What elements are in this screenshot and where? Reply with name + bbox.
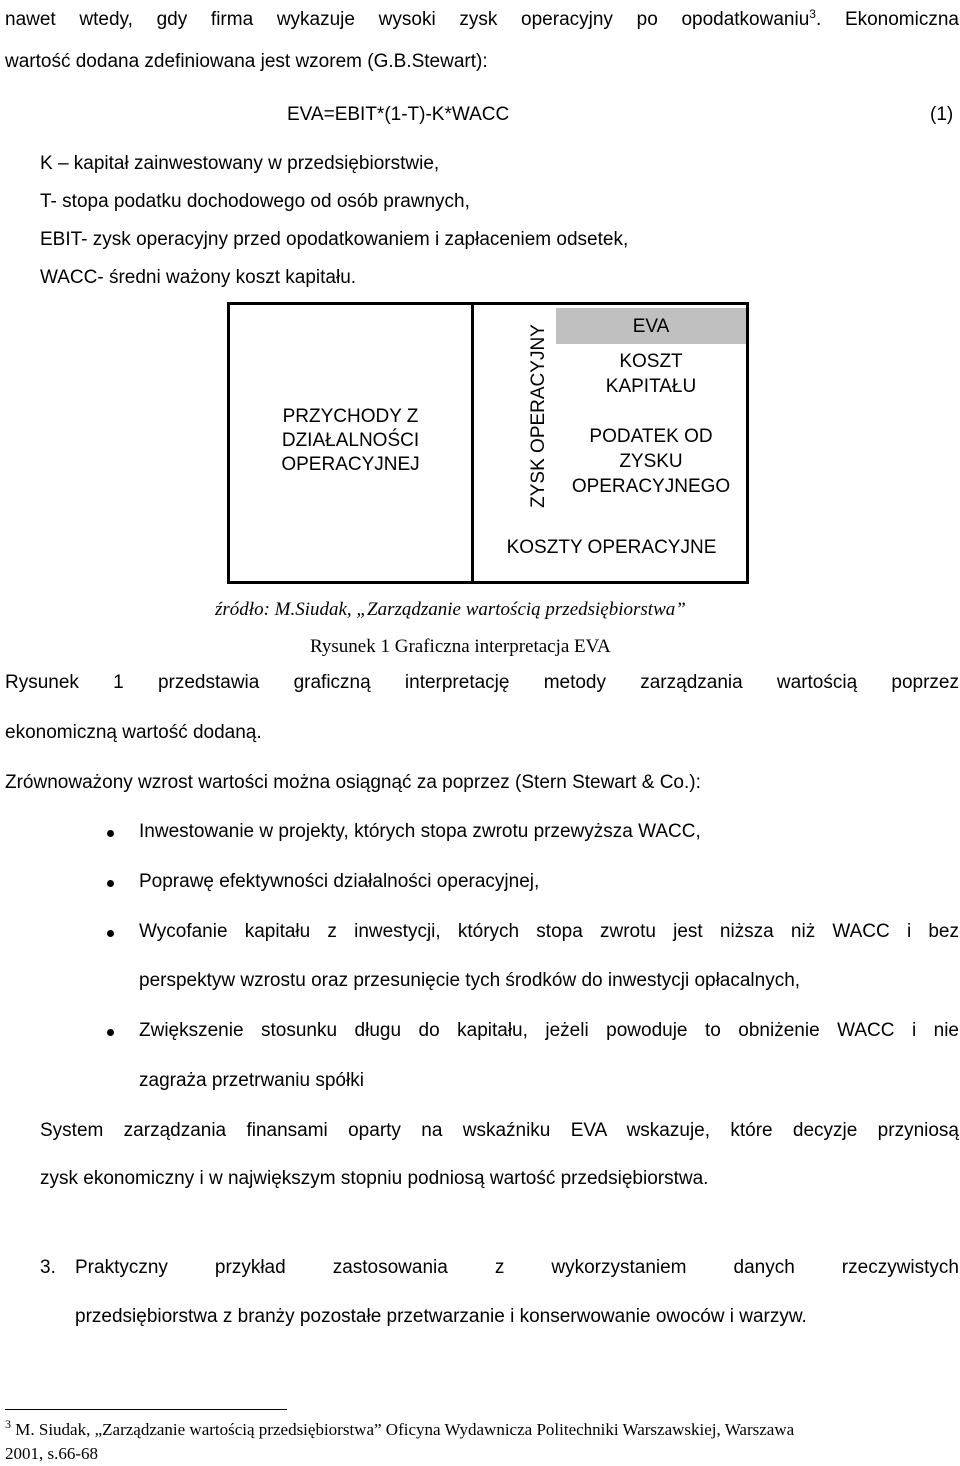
paragraph-3-line-2: zysk ekonomiczny i w największym stopniu podniosą wartość przedsiębiorstwa. [40,1168,709,1189]
bullet-icon [107,830,114,837]
bullet-3-line-1: Wycofanie kapitału z inwestycji, których stopa zwrotu jest niższa niż WACC i bez [139,921,959,942]
bullet-4-line-2: zagraża przetrwaniu spółki [139,1070,364,1091]
eva-diagram [227,302,749,584]
bullet-1: Inwestowanie w projekty, których stopa zwrotu przewyższa WACC, [139,821,701,842]
paragraph-1-line-2: ekonomiczną wartość dodaną. [5,722,262,743]
bullet-2: Poprawę efektywności działalności operacyjnej, [139,871,540,892]
footnote-ref: 3 [809,7,816,21]
formula: EVA=EBIT*(1-T)-K*WACC [287,104,510,125]
bullet-icon [107,1029,114,1036]
definition-wacc: WACC- średni ważony koszt kapitału. [40,267,357,288]
definition-k: K – kapitał zainwestowany w przedsiębiorstwie, [40,153,440,174]
section-heading-line-2: przedsiębiorstwa z branży pozostałe przetwarzanie i konserwowanie owoców i warzyw. [75,1306,807,1327]
paragraph-2: Zrównoważony wzrost wartości można osiągnąć za poprzez (Stern Stewart & Co.): [5,772,701,793]
bullet-4-line-1: Zwiększenie stosunku długu do kapitału, jeżeli powoduje to obniżenie WACC i nie [139,1020,959,1041]
footnote-mark: 3 [5,1417,11,1431]
footnote-separator [5,1409,287,1410]
revenue-box: PRZYCHODY Z DZIAŁALNOŚCI OPERACYJNEJ [281,406,420,475]
paragraph-1-line-1: Rysunek 1 przedstawia graficzną interpretację metody zarządzania wartością poprzez [5,672,959,693]
operating-profit-label: ZYSK OPERACYJNY [528,324,549,508]
figure-caption: Rysunek 1 Graficzna interpretacja EVA [310,636,611,657]
paragraph-3-line-1: System zarządzania finansami oparty na wskaźniku EVA wskazuje, które decyzje przyniosą [40,1120,959,1141]
definition-t: T- stopa podatku dochodowego od osób prawnych, [40,191,470,212]
operating-costs-label: KOSZTY OPERACYJNE [506,537,717,558]
footnote-line-2: 2001, s.66-68 [5,1444,99,1463]
definition-ebit: EBIT- zysk operacyjny przed opodatkowaniem i zapłaceniem odsetek, [40,229,629,250]
bullet-3-line-2: perspektyw wzrostu oraz przesunięcie tych środków do inwestycji opłacalnych, [139,970,801,991]
tax-label: PODATEK OD ZYSKU OPERACYJNEGO [571,426,731,497]
formula-number: (1) [930,104,954,125]
bullet-icon [107,880,114,887]
eva-box: EVA [556,308,746,344]
figure-source: źródło: M.Siudak, „Zarządzanie wartością przedsiębiorstwa” [215,599,686,620]
capital-cost-label: KOSZT KAPITAŁU [605,351,697,397]
section-number: 3. [40,1257,56,1278]
intro-line-1: nawet wtedy, gdy firma wykazuje wysoki zysk operacyjny po opodatkowaniu$^3$. Ekonomiczna [5,7,959,30]
footnote-line-1: $^3$ M. Siudak, „Zarządzanie wartością przedsiębiorstwa” Oficyna Wydawnicza Politechniki Warszawskiej, Warszawa [5,1417,795,1439]
bullet-icon [107,930,114,937]
section-heading-line-1: Praktyczny przykład zastosowania z wykorzystaniem danych rzeczywistych [75,1257,959,1278]
intro-line-2: wartość dodana zdefiniowana jest wzorem (G.B.Stewart): [5,51,488,72]
